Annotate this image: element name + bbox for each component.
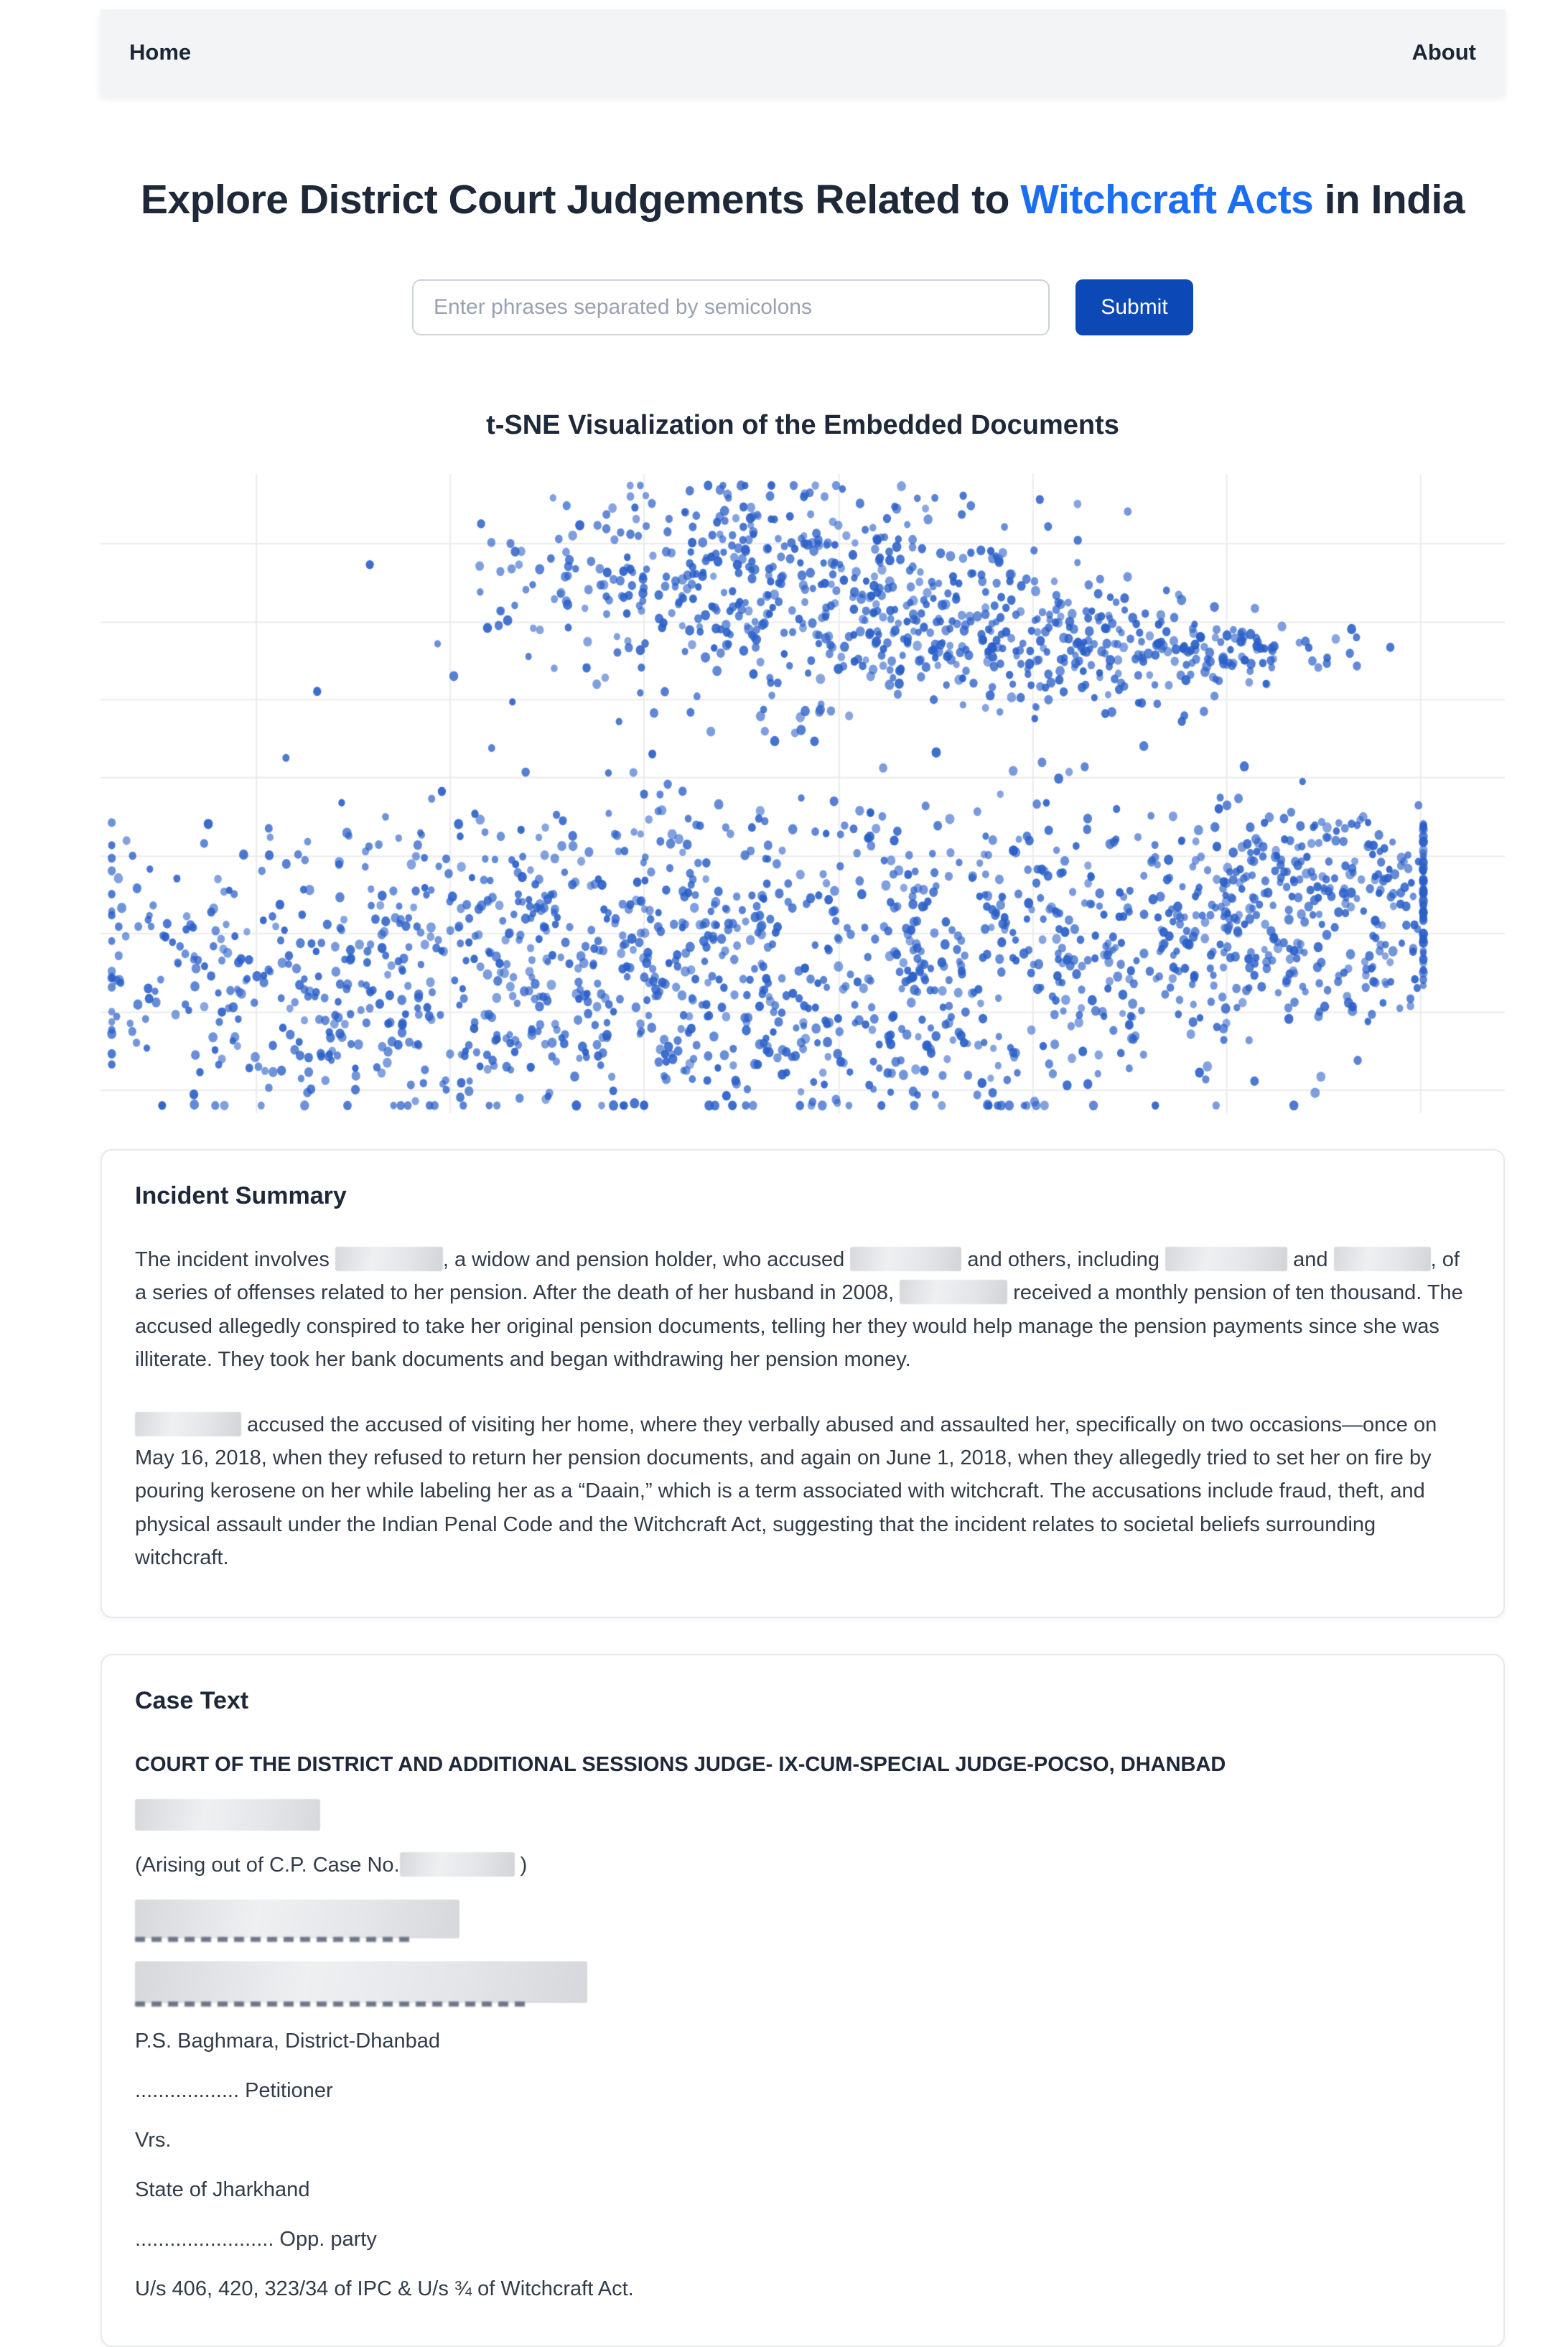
case-court-header: COURT OF THE DISTRICT AND ADDITIONAL SESSIONS JUDGE- IX-CUM-SPECIAL JUDGE-POCSO, DHANBAD (135, 1752, 1226, 1776)
nav-home-link[interactable]: Home (129, 39, 192, 65)
top-nav (101, 9, 1505, 96)
page-title (101, 176, 1505, 223)
redacted-span (1334, 1247, 1431, 1271)
page-title-suffix: in India (1313, 177, 1465, 223)
case-text-card (101, 1654, 1505, 2347)
incident-summary-heading: Incident Summary (135, 1182, 347, 1209)
page-title-prefix: Explore District Court Judgements Related to (140, 177, 1021, 223)
redacted-span (1165, 1247, 1287, 1271)
incident-paragraph (135, 1408, 1470, 1575)
case-text-line: State of Jharkhand (135, 2178, 310, 2201)
tsne-scatter-plot[interactable] (101, 474, 1505, 1113)
nav-about-link[interactable]: About (1411, 39, 1476, 65)
page-title-highlight: Witchcraft Acts (1020, 177, 1314, 223)
text-fragment: (Arising out of C.P. Case No. (135, 1853, 400, 1877)
redacted-text-sliver (135, 2002, 526, 2007)
submit-button[interactable]: Submit (1075, 279, 1193, 335)
text-fragment: and (1287, 1248, 1334, 1271)
search-row (101, 279, 1505, 335)
redacted-span (135, 1412, 241, 1436)
text-fragment: ) (514, 1853, 528, 1877)
page (101, 9, 1505, 2347)
incident-summary-body (135, 1243, 1470, 1575)
redacted-block (135, 1799, 1470, 1831)
case-text-line: P.S. Baghmara, District-Dhanbad (135, 2029, 441, 2053)
case-text-line: .................. Petitioner (135, 2078, 333, 2102)
redacted-area (135, 1900, 459, 1938)
redacted-block (135, 1961, 1470, 2007)
text-fragment: and others, including (961, 1248, 1166, 1271)
case-text-line: ........................ Opp. party (135, 2227, 377, 2251)
incident-paragraph (135, 1243, 1470, 1377)
redacted-area (135, 1961, 587, 2003)
case-text-heading: Case Text (135, 1686, 249, 1714)
text-fragment: , a widow and pension holder, who accused (442, 1248, 851, 1271)
case-text-line: Vrs. (135, 2128, 172, 2152)
redacted-span (335, 1247, 443, 1271)
text-fragment: , of a series of offenses related to her pension. After the death of her husband in 2008, (135, 1248, 1460, 1305)
text-fragment: accused the accused of visiting her home, where they verbally abused and assaulted her, specifically on two occasions—once on May 16, 2018, when they refused to return her pension documents, and again on June 1, 2018, when they allegedly tried to set her on fire by pouring kerosene on her while labeling her as a “Daain,” which is a term associated with witchcraft. The accusations include fraud, theft, and physical assault under the Indian Penal Code and the Witchcraft Act, suggesting that the incident relates to societal beliefs surrounding witchcraft. (135, 1413, 1437, 1570)
chart-title: t-SNE Visualization of the Embedded Documents (486, 410, 1119, 440)
tsne-scatter-canvas[interactable] (101, 474, 1505, 1113)
case-text-body (135, 1749, 1470, 2304)
text-fragment: The incident involves (135, 1248, 335, 1271)
text-fragment: received a monthly pension of ten thousand. The accused allegedly conspired to take her original pension documents, telling her they would help manage the pension payments since she was illiterate. They took her bank documents and began withdrawing her pension money. (135, 1281, 1463, 1372)
redacted-span (400, 1852, 515, 1877)
case-text-line: U/s 406, 420, 323/34 of IPC & U/s ¾ of Witchcraft Act. (135, 2277, 634, 2300)
case-text-line (135, 1850, 1470, 1880)
search-input[interactable] (412, 279, 1050, 335)
redacted-block (135, 1900, 1470, 1942)
redacted-area (135, 1799, 320, 1831)
redacted-text-sliver (135, 1937, 411, 1942)
redacted-span (850, 1247, 961, 1271)
incident-summary-card (101, 1149, 1505, 1618)
redacted-span (900, 1280, 1007, 1304)
